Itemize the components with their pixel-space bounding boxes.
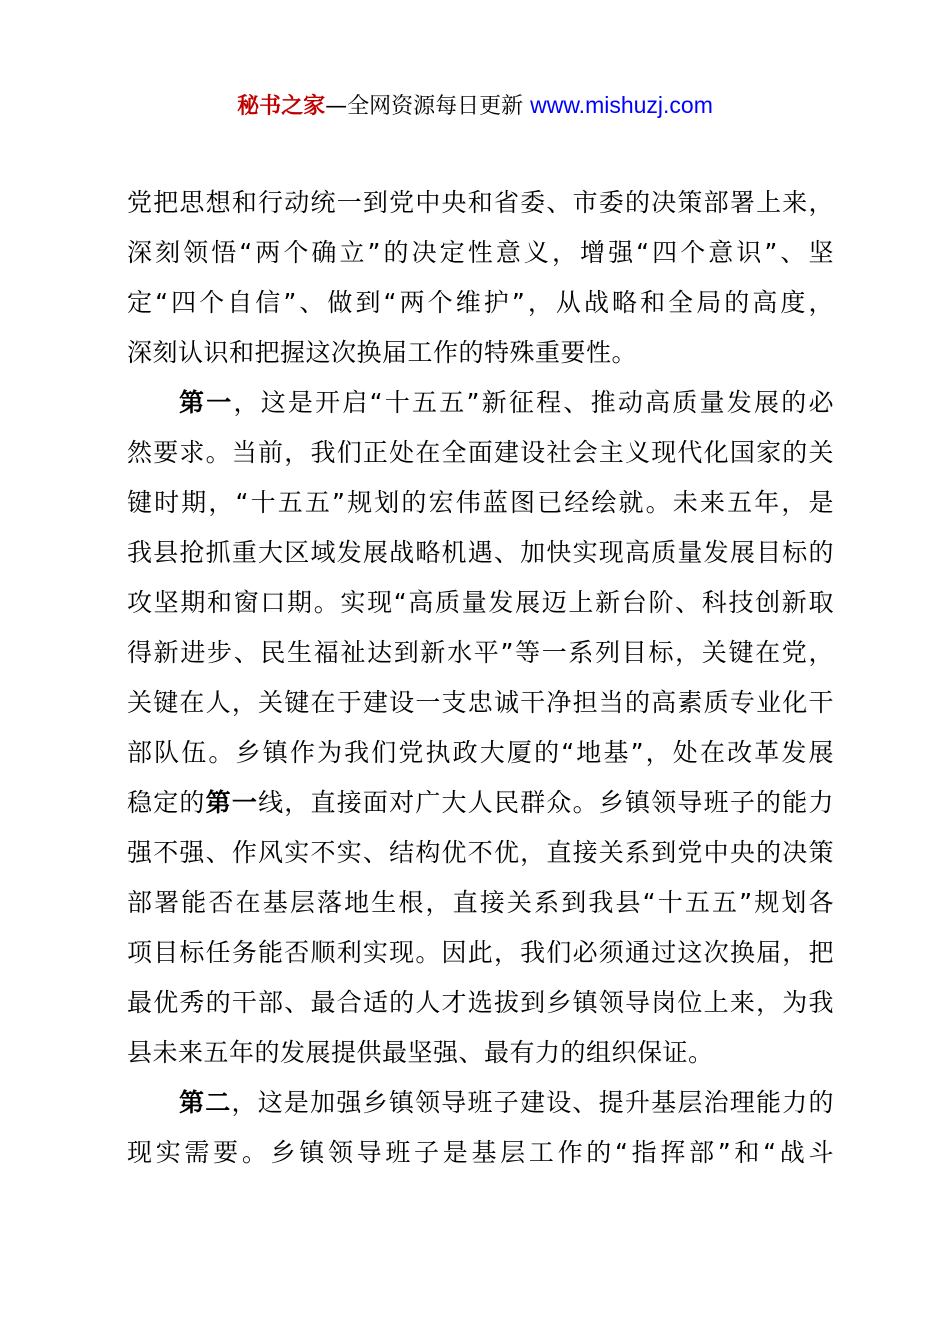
paragraph-2-line-6: 得新进步、民生福祉达到新水平”等一系列目标，关键在党， xyxy=(127,638,834,667)
paragraph-2-line-10: 强不强、作风实不实、结构优不优，直接关系到党中央的决策 xyxy=(127,838,834,867)
paragraph-2-lead-text: ，这是开启“十五五”新征程、推动高质量发展的必 xyxy=(233,388,834,417)
paragraph-1-line-1: 党把思想和行动统一到党中央和省委、市委的决策部署上来， xyxy=(127,188,834,217)
paragraph-2-inline-bold: 第一 xyxy=(205,788,259,817)
paragraph-2-line-3: 键时期，“十五五”规划的宏伟蓝图已经绘就。未来五年，是 xyxy=(127,488,834,517)
paragraph-2-line-9-post: 线，直接面对广大人民群众。乡镇领导班子的能力 xyxy=(258,788,834,817)
paragraph-2-line-13: 最优秀的干部、最合适的人才选拔到乡镇领导岗位上来，为我 xyxy=(127,988,834,1017)
site-tagline: —全网资源每日更新 xyxy=(325,94,531,119)
site-url-link[interactable]: www.mishuzj.com xyxy=(530,92,713,118)
paragraph-2-line-14: 县未来五年的发展提供最坚强、最有力的组织保证。 xyxy=(127,1038,714,1067)
paragraph-1-line-4: 深刻认识和把握这次换届工作的特殊重要性。 xyxy=(127,338,638,367)
paragraph-2-line-9-pre: 稳定的 xyxy=(127,788,206,817)
paragraph-2-line-9 xyxy=(127,778,834,828)
paragraph-2-line-1 xyxy=(127,378,834,428)
paragraph-3-line-2: 现实需要。乡镇领导班子是基层工作的“指挥部”和“战斗 xyxy=(127,1138,834,1167)
site-header xyxy=(0,88,950,124)
document-body xyxy=(127,178,834,1178)
paragraph-2-line-5: 攻坚期和窗口期。实现“高质量发展迈上新台阶、科技创新取 xyxy=(127,588,834,617)
paragraph-2-line-4: 我县抢抓重大区域发展战略机遇、加快实现高质量发展目标的 xyxy=(127,538,834,567)
site-brand: 秘书之家 xyxy=(237,94,326,119)
paragraph-2-lead-heading: 第一 xyxy=(179,388,234,417)
paragraph-2-line-7: 关键在人，关键在于建设一支忠诚干净担当的高素质专业化干 xyxy=(127,688,834,717)
paragraph-2-line-11: 部署能否在基层落地生根，直接关系到我县“十五五”规划各 xyxy=(127,888,834,917)
paragraph-1-line-3: 定“四个自信”、做到“两个维护”，从战略和全局的高度， xyxy=(127,288,834,317)
paragraph-3-lead-text: ，这是加强乡镇领导班子建设、提升基层治理能力的 xyxy=(231,1088,834,1117)
paragraph-3-lead-heading: 第二 xyxy=(179,1088,232,1117)
paragraph-3-line-1 xyxy=(127,1078,834,1128)
paragraph-2-line-2: 然要求。当前，我们正处在全面建设社会主义现代化国家的关 xyxy=(127,438,834,467)
paragraph-2-line-8: 部队伍。乡镇作为我们党执政大厦的“地基”，处在改革发展 xyxy=(127,738,834,767)
paragraph-2-line-12: 项目标任务能否顺利实现。因此，我们必须通过这次换届，把 xyxy=(127,938,834,967)
paragraph-1-line-2: 深刻领悟“两个确立”的决定性意义，增强“四个意识”、坚 xyxy=(127,238,834,267)
